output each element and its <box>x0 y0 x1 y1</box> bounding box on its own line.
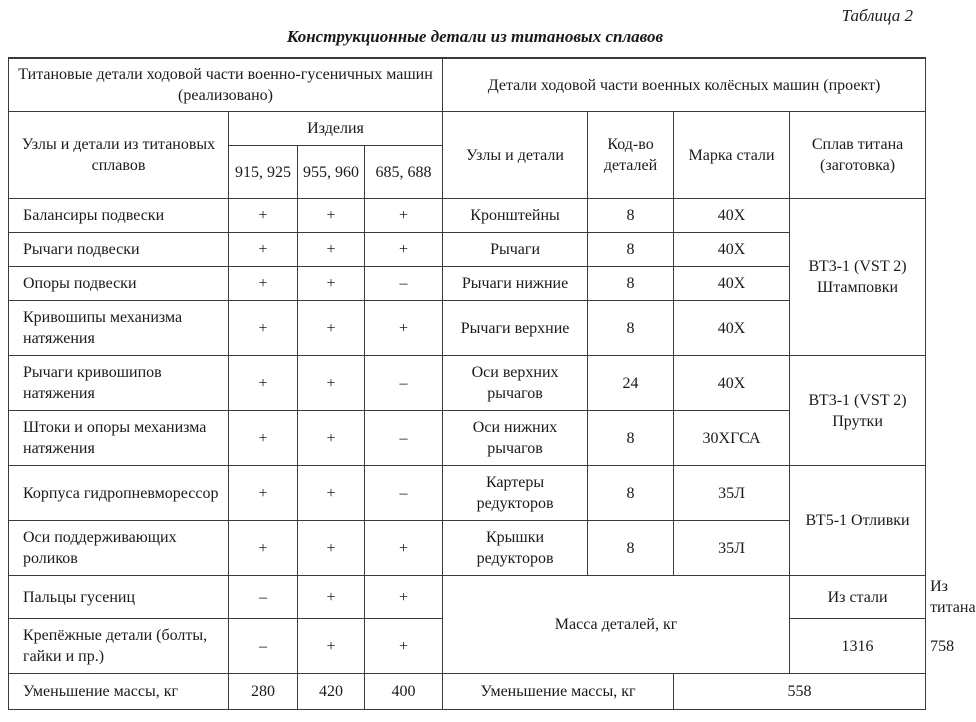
product-mark: + <box>298 466 365 521</box>
table-row <box>9 521 926 576</box>
left-reduction-label: Уменьшение массы, кг <box>9 674 229 710</box>
header-alloy: Сплав титана (заготовка) <box>790 112 926 199</box>
table-row <box>9 466 926 521</box>
product-mark: + <box>365 199 443 233</box>
titanium-parts-table <box>8 57 976 710</box>
product-mark: – <box>229 619 298 674</box>
part-count: 8 <box>588 301 674 356</box>
product-mark: + <box>229 411 298 466</box>
product-mark: + <box>229 466 298 521</box>
part-count: 8 <box>588 466 674 521</box>
alloy-group: ВТ3-1 (VST 2) Прутки <box>790 356 926 466</box>
steel-grade: 30ХГСА <box>674 411 790 466</box>
header-count: Код-во деталей <box>588 112 674 199</box>
mass-steel-value: 1316 <box>790 619 926 674</box>
product-mark: + <box>298 301 365 356</box>
table-row <box>9 411 926 466</box>
left-part-name: Кривошипы механизма натяжения <box>9 301 229 356</box>
table-row: Пальцы гусениц – + + Масса деталей, кг Из стали Из титана <box>9 576 926 619</box>
section-header-row <box>9 58 926 112</box>
product-mark: + <box>365 576 443 619</box>
header-parts-left: Узлы и детали из титановых сплавов <box>9 112 229 199</box>
product-mark: + <box>365 521 443 576</box>
reduction-value: 400 <box>365 674 443 710</box>
product-mark: + <box>298 199 365 233</box>
right-reduction-label: Уменьшение массы, кг <box>443 674 674 710</box>
header-products: Изделия <box>229 112 443 146</box>
table-row: Крепёжные детали (болты, гайки и пр.) – + + 1316 758 <box>9 619 926 674</box>
steel-grade: 40Х <box>674 267 790 301</box>
mass-label: Масса деталей, кг <box>443 576 790 674</box>
part-count: 8 <box>588 411 674 466</box>
reduction-row <box>9 674 926 710</box>
product-mark: + <box>298 619 365 674</box>
left-part-name: Корпуса гидропневморессор <box>9 466 229 521</box>
column-header-row <box>9 112 926 146</box>
right-section-header: Детали ходовой части военных колёсных машин (проект) <box>443 58 926 112</box>
part-count: 24 <box>588 356 674 411</box>
table-number: Таблица 2 <box>841 6 913 25</box>
left-part-name: Балансиры подвески <box>9 199 229 233</box>
header-parts-right: Узлы и детали <box>443 112 588 199</box>
product-mark: + <box>298 356 365 411</box>
header-steel: Марка стали <box>674 112 790 199</box>
header-product-3: 685, 688 <box>365 146 443 199</box>
steel-grade: 40Х <box>674 199 790 233</box>
product-mark: + <box>365 301 443 356</box>
product-mark: – <box>365 267 443 301</box>
steel-grade: 40Х <box>674 301 790 356</box>
table-row <box>9 233 926 267</box>
product-mark: + <box>229 301 298 356</box>
header-product-1: 915, 925 <box>229 146 298 199</box>
product-mark: – <box>365 466 443 521</box>
steel-grade: 35Л <box>674 466 790 521</box>
alloy-group: ВТ3-1 (VST 2) Штамповки <box>790 199 926 356</box>
right-part-name: Рычаги <box>443 233 588 267</box>
product-mark: + <box>229 199 298 233</box>
product-mark: + <box>365 619 443 674</box>
product-mark: + <box>229 233 298 267</box>
table-row <box>9 356 926 411</box>
table-row <box>9 267 926 301</box>
part-count: 8 <box>588 521 674 576</box>
header-product-2: 955, 960 <box>298 146 365 199</box>
left-part-name: Рычаги кривошипов натяжения <box>9 356 229 411</box>
product-mark: – <box>365 356 443 411</box>
product-mark: + <box>298 521 365 576</box>
left-part-name: Штоки и опоры механизма натяжения <box>9 411 229 466</box>
reduction-value: 420 <box>298 674 365 710</box>
right-part-name: Оси нижних рычагов <box>443 411 588 466</box>
reduction-value: 280 <box>229 674 298 710</box>
product-mark: + <box>365 233 443 267</box>
product-mark: + <box>229 356 298 411</box>
product-mark: + <box>298 411 365 466</box>
right-part-name: Рычаги верхние <box>443 301 588 356</box>
table-row <box>9 301 926 356</box>
part-count: 8 <box>588 233 674 267</box>
left-part-name: Оси поддерживающих роликов <box>9 521 229 576</box>
product-mark: – <box>365 411 443 466</box>
product-mark: + <box>298 267 365 301</box>
left-part-name: Крепёжные детали (болты, гайки и пр.) <box>9 619 229 674</box>
steel-grade: 35Л <box>674 521 790 576</box>
part-count: 8 <box>588 267 674 301</box>
steel-grade: 40Х <box>674 356 790 411</box>
left-part-name: Пальцы гусениц <box>9 576 229 619</box>
left-section-header: Титановые детали ходовой части военно-гусеничных машин (реализовано) <box>9 58 443 112</box>
product-mark: + <box>298 233 365 267</box>
left-part-name: Опоры подвески <box>9 267 229 301</box>
table-title: Конструкционные детали из титановых сплавов <box>286 27 664 46</box>
part-count: 8 <box>588 199 674 233</box>
steel-grade: 40Х <box>674 233 790 267</box>
product-mark: + <box>229 267 298 301</box>
right-part-name: Оси верхних рычагов <box>443 356 588 411</box>
alloy-group: ВТ5-1 Отливки <box>790 466 926 576</box>
right-part-name: Картеры редукторов <box>443 466 588 521</box>
product-mark: – <box>229 576 298 619</box>
right-part-name: Рычаги нижние <box>443 267 588 301</box>
right-part-name: Крышки редукторов <box>443 521 588 576</box>
table-row <box>9 199 926 233</box>
right-reduction-value: 558 <box>674 674 926 710</box>
left-part-name: Рычаги подвески <box>9 233 229 267</box>
mass-steel-header: Из стали <box>790 576 926 619</box>
product-mark: + <box>298 576 365 619</box>
product-mark: + <box>229 521 298 576</box>
right-part-name: Кронштейны <box>443 199 588 233</box>
